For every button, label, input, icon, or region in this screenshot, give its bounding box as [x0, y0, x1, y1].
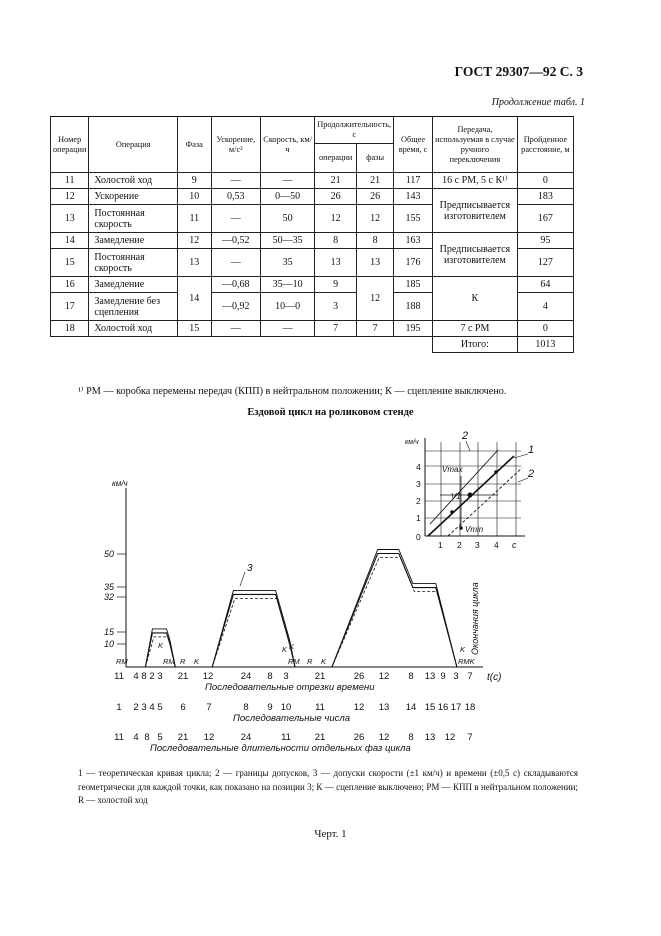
row2-value: 5: [157, 702, 163, 713]
inset-label: V1: [451, 492, 461, 501]
cycle-curve-theoretical: [126, 554, 469, 668]
x-axis-label: t(c): [487, 672, 502, 683]
total-label: Итого:: [432, 337, 517, 353]
row2-value: 16: [437, 702, 449, 713]
cell-op: Замедление: [89, 277, 178, 293]
cell-total: 195: [394, 321, 433, 337]
inset-label: 2: [528, 468, 535, 480]
table-row: [51, 173, 574, 189]
row3-value: 11: [114, 732, 124, 743]
cell-num: 15: [51, 249, 89, 277]
row3-value: 21: [177, 732, 189, 743]
cell-gear: 16 с РМ, 5 с К¹⁾: [432, 173, 517, 189]
header-duration: Продолжительность, с: [315, 117, 394, 144]
row2-value: 6: [180, 702, 186, 713]
cell-total: 163: [394, 233, 433, 249]
row3-value: 4: [133, 732, 139, 743]
row2-value: 7: [206, 702, 212, 713]
cell-dist: 64: [517, 277, 573, 293]
cell-dop: 26: [315, 189, 357, 205]
row3-value: 12: [444, 732, 456, 743]
row1-value: 12: [378, 671, 390, 682]
cell-phase: 10: [177, 189, 211, 205]
row3-value: 24: [240, 732, 252, 743]
row1-value: 3: [453, 671, 459, 682]
inset-xlabel: с: [512, 540, 517, 550]
table-row: [51, 233, 574, 249]
row1-value: 21: [314, 671, 326, 682]
row2-value: 11: [315, 702, 325, 713]
cell-dist: 0: [517, 173, 573, 189]
cell-accel: —0,52: [211, 233, 260, 249]
header-dur-op: операции: [315, 144, 357, 173]
header-dist: Пройденное расстояние, м: [517, 117, 573, 173]
end-of-cycle-label: Окончания цикла: [470, 582, 480, 655]
cell-phase: 9: [177, 173, 211, 189]
cell-dist: 95: [517, 233, 573, 249]
inset-line-2-lower: [448, 468, 522, 536]
row2-value: 2: [133, 702, 139, 713]
row3-value: 8: [144, 732, 150, 743]
cell-dph: 8: [357, 233, 394, 249]
row2-value: 8: [243, 702, 249, 713]
inset-x-tick: 4: [494, 540, 499, 550]
cell-phase: 11: [177, 205, 211, 233]
cell-op: Холостой ход: [89, 173, 178, 189]
cell-total: 188: [394, 293, 433, 321]
cycle-tolerance-lower: [126, 558, 469, 668]
segment-label: R: [307, 657, 313, 666]
cell-dph: 13: [357, 249, 394, 277]
table-continuation: Продолжение табл. 1: [491, 97, 585, 108]
inset-y-tick: 0: [416, 532, 421, 542]
cell-op: Ускорение: [89, 189, 178, 205]
row3-value: 8: [408, 732, 414, 743]
row2-value: 3: [141, 702, 147, 713]
figure-label: Черт. 1: [314, 828, 347, 840]
cell-accel: —: [211, 249, 260, 277]
inset-line-2-upper: [430, 450, 498, 524]
row3-value: 12: [203, 732, 215, 743]
row1-value: 8: [141, 671, 147, 682]
row3-value: 12: [378, 732, 390, 743]
cell-dist: 0: [517, 321, 573, 337]
cell-op: Замедление: [89, 233, 178, 249]
segment-label: RM: [116, 657, 128, 666]
segment-label: K: [289, 642, 295, 651]
operations-table: [50, 116, 574, 353]
inset-x-tick: 3: [475, 540, 480, 550]
inset-point: [450, 510, 454, 514]
segment-label: K: [194, 657, 200, 666]
cell-num: 14: [51, 233, 89, 249]
cell-dph: 7: [357, 321, 394, 337]
cell-gear: К: [432, 277, 517, 321]
cell-num: 13: [51, 205, 89, 233]
header-gear: Передача, используемая в случае ручного переключения: [432, 117, 517, 173]
segment-label: RM: [163, 657, 175, 666]
cell-accel: —: [211, 173, 260, 189]
page-header: ГОСТ 29307—92 С. 3: [454, 64, 583, 79]
cell-phase: 13: [177, 249, 211, 277]
header-op: Операция: [89, 117, 178, 173]
row2-value: 14: [405, 702, 417, 713]
row1-value: 7: [467, 671, 473, 682]
row2-value: 9: [267, 702, 273, 713]
cell-num: 12: [51, 189, 89, 205]
row1-value: 3: [157, 671, 163, 682]
cell-speed: —: [260, 173, 314, 189]
row3-caption: Последовательные длительности отдельных фаз цикла: [150, 743, 411, 754]
row2-value: 10: [280, 702, 292, 713]
cell-dist: 4: [517, 293, 573, 321]
cell-dist: 127: [517, 249, 573, 277]
row1-value: 9: [440, 671, 446, 682]
chart-title: Ездовой цикл на роликовом стенде: [247, 407, 414, 418]
cell-phase: 15: [177, 321, 211, 337]
inset-y-tick: 3: [416, 479, 421, 489]
row1-value: 2: [149, 671, 155, 682]
segment-label: R: [180, 657, 186, 666]
cell-accel: —0,92: [211, 293, 260, 321]
cell-dop: 9: [315, 277, 357, 293]
cycle-tolerance-upper: [126, 550, 469, 668]
row1-value: 26: [353, 671, 365, 682]
header-dur-phase: фазы: [357, 144, 394, 173]
row3-value: 13: [424, 732, 436, 743]
row2-value: 17: [450, 702, 462, 713]
row2-value: 1: [116, 702, 122, 713]
row1-caption: Последовательные отрезки времени: [205, 682, 375, 693]
segment-label: K: [321, 657, 327, 666]
y-axis-label: км/ч: [112, 479, 128, 488]
cell-dop: 13: [315, 249, 357, 277]
inset-label: 2: [462, 430, 469, 442]
driving-cycle-chart: [0, 420, 661, 760]
inset-y-tick: 2: [416, 496, 421, 506]
cell-dph: 26: [357, 189, 394, 205]
cell-op: Постоянная скорость: [89, 249, 178, 277]
inset-y-tick: 1: [416, 513, 421, 523]
segment-label: RMK: [458, 657, 475, 666]
cell-speed: 50: [260, 205, 314, 233]
cell-accel: —: [211, 321, 260, 337]
cell-total: 155: [394, 205, 433, 233]
inset-x-tick: 1: [438, 540, 443, 550]
cell-num: 16: [51, 277, 89, 293]
cell-accel: —0,68: [211, 277, 260, 293]
cell-dop: 3: [315, 293, 357, 321]
row2-value: 18: [464, 702, 476, 713]
row1-value: 8: [267, 671, 273, 682]
cell-dph: 12: [357, 205, 394, 233]
header-total: Общее время, с: [394, 117, 433, 173]
cell-total: 185: [394, 277, 433, 293]
cell-num: 18: [51, 321, 89, 337]
curve-label: K: [460, 645, 466, 654]
row1-value: 3: [283, 671, 289, 682]
row1-value: 24: [240, 671, 252, 682]
cell-speed: 35: [260, 249, 314, 277]
row2-value: 4: [149, 702, 155, 713]
row3-value: 11: [281, 732, 291, 743]
row1-value: 21: [177, 671, 189, 682]
segment-label: RM: [288, 657, 300, 666]
row2-value: 15: [424, 702, 436, 713]
total-value: 1013: [517, 337, 573, 353]
cell-op: Замедление без сцепления: [89, 293, 178, 321]
curve-label: K: [282, 645, 288, 654]
cell-speed: 35—10: [260, 277, 314, 293]
row3-value: 21: [314, 732, 326, 743]
inset-label: Vmax: [442, 465, 463, 474]
inset-grid: [425, 442, 521, 536]
row1-value: 13: [424, 671, 436, 682]
cell-gear: Предписывается изготовителем: [432, 233, 517, 277]
y-tick-label: 50: [103, 549, 114, 559]
row3-value: 7: [467, 732, 473, 743]
cell-num: 17: [51, 293, 89, 321]
y-tick-label: 35: [103, 582, 114, 592]
cell-speed: 50—35: [260, 233, 314, 249]
inset-label: Vmin: [465, 525, 484, 534]
footnote: ¹⁾ РМ — коробка перемены передач (КПП) в нейтральном положении; К — сцепление выключено.: [78, 386, 507, 397]
inset-x-tick: 2: [457, 540, 462, 550]
cell-dist: 183: [517, 189, 573, 205]
cell-phase: 12: [177, 233, 211, 249]
cell-dop: 12: [315, 205, 357, 233]
cell-dist: 167: [517, 205, 573, 233]
row1-value: 4: [133, 671, 139, 682]
row3-value: 26: [353, 732, 365, 743]
inset-label: 1: [528, 444, 535, 456]
cell-total: 176: [394, 249, 433, 277]
header-phase: Фаза: [177, 117, 211, 173]
table-row: [51, 321, 574, 337]
header-speed: Скорость, км/ч: [260, 117, 314, 173]
cell-total: 117: [394, 173, 433, 189]
cell-dph: 21: [357, 173, 394, 189]
header-accel: Ускорение, м/с²: [211, 117, 260, 173]
cell-op: Холостой ход: [89, 321, 178, 337]
cell-op: Постоянная скорость: [89, 205, 178, 233]
cell-dop: 8: [315, 233, 357, 249]
inset-ylabel: км/ч: [405, 439, 419, 446]
y-tick-label: 10: [103, 639, 114, 649]
inset-chart: [405, 430, 534, 550]
cell-dop: 7: [315, 321, 357, 337]
cell-num: 11: [51, 173, 89, 189]
table-row: [51, 189, 574, 205]
cell-accel: —: [211, 205, 260, 233]
row2-caption: Последовательные числа: [233, 713, 350, 724]
segment-label: K: [158, 641, 164, 650]
y-tick-label: 15: [103, 627, 114, 637]
cell-speed: 10—0: [260, 293, 314, 321]
row3-value: 5: [157, 732, 163, 743]
cell-accel: 0,53: [211, 189, 260, 205]
cell-speed: 0—50: [260, 189, 314, 205]
inset-point: [494, 470, 498, 474]
cell-speed: —: [260, 321, 314, 337]
header-num: Номер операции: [51, 117, 89, 173]
figure-caption: 1 — теоретическая кривая цикла; 2 — границы допусков, 3 — допуски скорости (±1 км/ч) и времени (±0,5 с) складываются геометрически для каждой точки, как показано на позиции 3; К — сцепление выключено; РМ — КПП в нейтральном положении; R — холостой ход: [78, 768, 578, 805]
inset-y-tick: 4: [416, 462, 421, 472]
cell-gear: Предписывается изготовителем: [432, 189, 517, 233]
row1-value: 12: [202, 671, 214, 682]
row1-value: 8: [408, 671, 414, 682]
cell-dph: 12: [357, 277, 394, 321]
cell-total: 143: [394, 189, 433, 205]
table-total-row: [51, 337, 574, 353]
row2-value: 12: [353, 702, 365, 713]
cell-gear: 7 с РМ: [432, 321, 517, 337]
row1-value: 11: [114, 671, 124, 682]
y-tick-label: 32: [103, 592, 114, 602]
curve-label: 3: [247, 563, 253, 574]
cell-phase: 14: [177, 277, 211, 321]
row2-value: 13: [378, 702, 390, 713]
table-row: [51, 277, 574, 293]
cell-dop: 21: [315, 173, 357, 189]
